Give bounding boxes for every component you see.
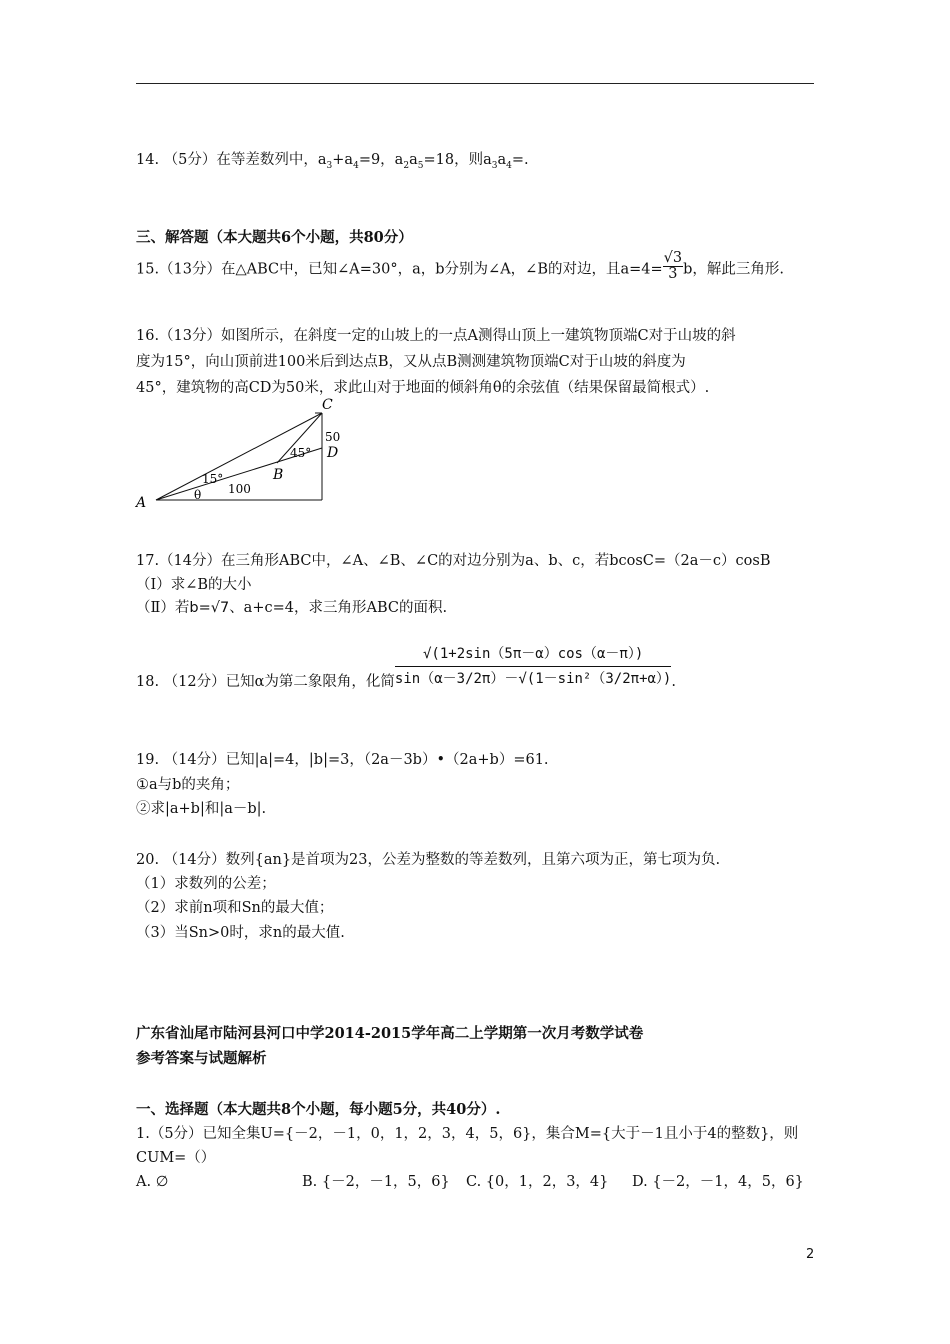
label-C: C xyxy=(322,397,333,413)
header-rule xyxy=(136,83,814,84)
question-19-line1: 19. （14分）已知|a|=4，|b|=3，（2a－3b）•（2a+b）=61. xyxy=(136,752,549,768)
option-a: A. ∅ xyxy=(136,1174,169,1190)
section-3-heading: 三、解答题（本大题共6个小题，共80分） xyxy=(136,229,413,246)
question-1-line1: 1.（5分）已知全集U={－2，－1，0，1，2，3，4，5，6}，集合M={大于－1且小于4的整数}，则 xyxy=(136,1126,799,1142)
label-100: 100 xyxy=(228,482,251,496)
label-45deg: 45° xyxy=(290,446,312,460)
question-17-line2: （Ⅰ）求∠B的大小 xyxy=(136,577,252,593)
question-20-line3: （2）求前n项和Sn的最大值； xyxy=(136,900,334,916)
label-D: D xyxy=(327,445,339,461)
question-20-line1: 20. （14分）数列{an}是首项为23，公差为整数的等差数列，且第六项为正，第七项为负. xyxy=(136,852,721,868)
question-20-line2: （1）求数列的公差； xyxy=(136,876,276,892)
label-theta: θ xyxy=(194,488,202,502)
page-number: 2 xyxy=(806,1247,815,1262)
question-14: 14. （5分）在等差数列中，$a_3+a_4=9$，$a_2a_5=18$，则$a_3a_4=$. xyxy=(136,152,529,171)
question-20-line4: （3）当Sn>0时，求n的最大值. xyxy=(136,925,345,941)
label-B: B xyxy=(273,467,284,483)
question-1-line2: CUM=（） xyxy=(136,1150,216,1166)
section-1-heading: 一、选择题（本大题共8个小题，每小题5分，共40分）. xyxy=(136,1101,501,1118)
label-15deg: 15° xyxy=(202,472,224,486)
label-A: A xyxy=(136,495,147,511)
question-15: 15.（13分）在△ABC中，已知∠A=30°，a，b分别为∠A，∠B的对边，且a=4= $\frac{√3}{3}$ b，解此三角形. xyxy=(136,250,785,282)
option-b: B. {－2，－1，5，6} xyxy=(302,1174,450,1190)
answer-subtitle: 参考答案与试题解析 xyxy=(136,1050,267,1067)
question-17-line3: （Ⅱ）若b=√7、a+c=4，求三角形ABC的面积. xyxy=(136,600,448,616)
option-d: D. {－2，－1，4，5，6} xyxy=(632,1174,804,1190)
slope-figure xyxy=(130,395,350,520)
question-18: 18. （12分）已知α为第二象限角，化简 $\frac{√(1+2\sin(5\pi-\alpha)\cos(\alpha-\pi))}{\text{sin（α－3/2π）－√(1－sin²（3/2π+α）)}}$ . xyxy=(136,672,676,692)
question-17-line1: 17.（14分）在三角形ABC中，∠A、∠B、∠C的对边分别为a、b、c，若bcosC=（2a－c）cosB xyxy=(136,553,771,569)
label-50: 50 xyxy=(325,430,341,444)
question-16-line3: 45°，建筑物的高CD为50米，求此山对于地面的倾斜角θ的余弦值（结果保留最简根式）. xyxy=(136,380,710,396)
question-16-line2: 度为15°，向山顶前进100米后到达点B，又从点B测测建筑物顶端C对于山坡的斜度为 xyxy=(136,354,686,370)
question-19-line2: ①a与b的夹角； xyxy=(136,777,240,793)
question-19-line3: ②求|a+b|和|a－b|. xyxy=(136,801,267,817)
question-16-line1: 16.（13分）如图所示，在斜度一定的山坡上的一点A测得山顶上一建筑物顶端C对于山坡的斜 xyxy=(136,328,736,344)
answer-title: 广东省汕尾市陆河县河口中学2014-2015学年高二上学期第一次月考数学试卷 xyxy=(136,1025,644,1042)
option-c: C. {0，1，2，3，4} xyxy=(466,1174,609,1190)
